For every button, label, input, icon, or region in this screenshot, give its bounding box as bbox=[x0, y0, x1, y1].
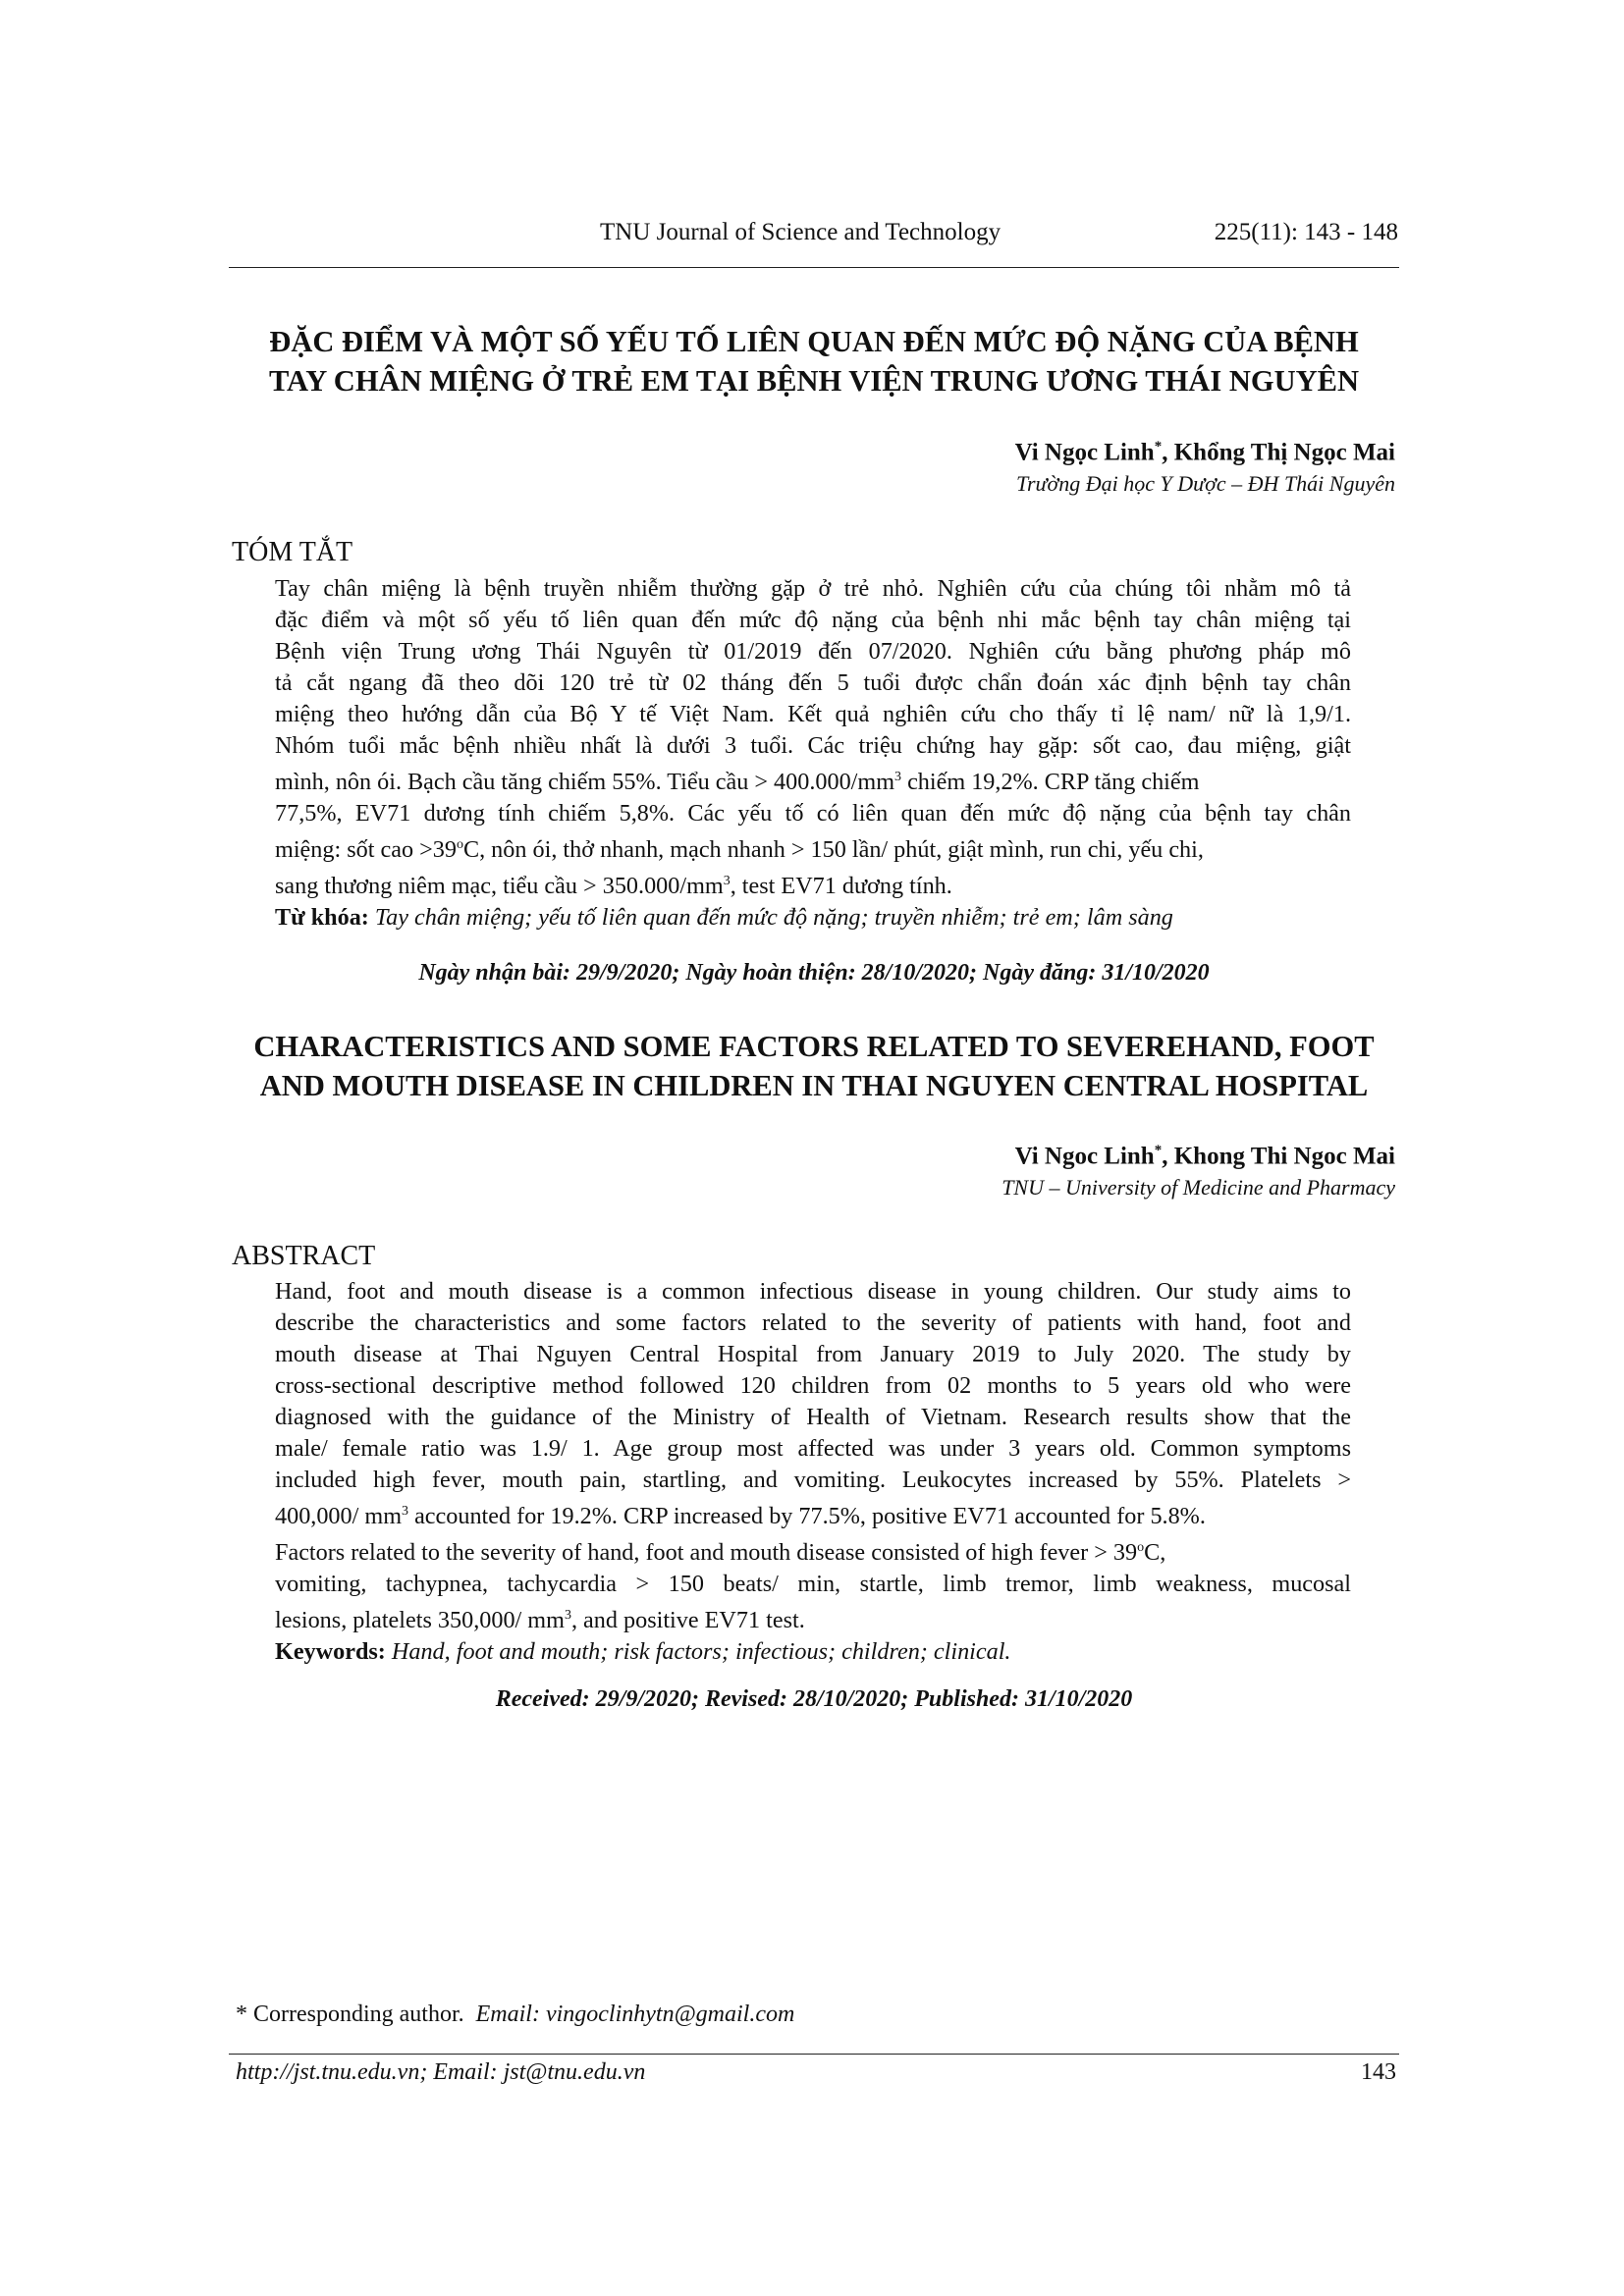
english-abstract bbox=[275, 1276, 1351, 1668]
en-line-9-part-a: Factors related to the severity of hand, foot and mouth disease consisted of high fever > 39 bbox=[275, 1539, 1138, 1567]
vn-abstract-line-9 bbox=[275, 829, 1351, 866]
vn-keywords-text: Tay chân miệng; yếu tố liên quan đến mức độ nặng; truyền nhiễm; trẻ em; lâm sàng bbox=[368, 904, 1173, 932]
vn-line-9-part-a: miệng: sốt cao >39 bbox=[275, 836, 457, 864]
vn-abstract-line-10 bbox=[275, 866, 1351, 902]
vn-line-10-part-b: , test EV71 dương tính. bbox=[730, 873, 952, 900]
en-author-2: , Khong Thi Ngoc Mai bbox=[1162, 1143, 1395, 1170]
english-abstract-heading: ABSTRACT bbox=[232, 1241, 376, 1271]
en-line-11-part-a: lesions, platelets 350,000/ mm bbox=[275, 1607, 565, 1634]
author-2: , Khổng Thị Ngọc Mai bbox=[1162, 439, 1395, 466]
english-authors bbox=[1015, 1143, 1395, 1170]
vn-abstract-line-6: Nhóm tuổi mắc bệnh nhiều nhất là dưới 3 tuổi. Các triệu chứng hay gặp: sốt cao, đau miệng, giật bbox=[275, 732, 1351, 759]
footer-rule bbox=[229, 2054, 1399, 2055]
en-line-8-part-a: 400,000/ mm bbox=[275, 1503, 403, 1530]
en-abstract-line-1: Hand, foot and mouth disease is a common infectious disease in young children. Our study aims to bbox=[275, 1278, 1351, 1305]
vietnamese-title-line-1: ĐẶC ĐIỂM VÀ MỘT SỐ YẾU TỐ LIÊN QUAN ĐẾN MỨC ĐỘ NẶNG CỦA BỆNH bbox=[269, 325, 1359, 358]
page-number: 143 bbox=[1361, 2059, 1396, 2085]
header-rule bbox=[229, 267, 1399, 268]
journal-name: TNU Journal of Science and Technology bbox=[600, 219, 1001, 245]
vn-line-9-superscript: o bbox=[456, 837, 463, 853]
en-keywords bbox=[275, 1636, 1351, 1668]
vn-line-7-part-b: chiếm 19,2%. CRP tăng chiếm bbox=[901, 769, 1200, 796]
en-keywords-label: Keywords: bbox=[275, 1638, 386, 1666]
footer-links: http://jst.tnu.edu.vn; Email: jst@tnu.edu.vn bbox=[236, 2059, 646, 2085]
vn-abstract-line-5: miệng theo hướng dẫn của Bộ Y tế Việt Nam. Kết quả nghiên cứu cho thấy tỉ lệ nam/ nữ là 1,9/1. bbox=[275, 701, 1351, 727]
vn-keywords-label: Từ khóa: bbox=[275, 904, 369, 932]
vn-line-7-superscript: 3 bbox=[894, 770, 902, 784]
vn-line-10-superscript: 3 bbox=[723, 874, 731, 889]
english-affiliation: TNU – University of Medicine and Pharmacy bbox=[1001, 1175, 1395, 1200]
en-abstract-line-7: included high fever, mouth pain, startling, and vomiting. Leukocytes increased by 55%. Platelets > bbox=[275, 1467, 1351, 1493]
en-line-8-part-b: accounted for 19.2%. CRP increased by 77.5%, positive EV71 accounted for 5.8%. bbox=[408, 1503, 1206, 1530]
en-abstract-line-5: diagnosed with the guidance of the Ministry of Health of Vietnam. Research results show that the bbox=[275, 1404, 1351, 1430]
en-corresponding-mark: * bbox=[1154, 1143, 1163, 1158]
vn-abstract-line-4: tả cắt ngang đã theo dõi 120 trẻ từ 02 tháng đến 5 tuổi được chẩn đoán xác định bệnh tay chân bbox=[275, 669, 1351, 696]
footnote-email: Email: vingoclinhytn@gmail.com bbox=[475, 2002, 795, 2027]
english-title bbox=[229, 1027, 1399, 1105]
vietnamese-affiliation: Trường Đại học Y Dược – ĐH Thái Nguyên bbox=[1015, 471, 1395, 496]
en-abstract-line-4: cross-sectional descriptive method followed 120 children from 02 months to 5 years old who were bbox=[275, 1372, 1351, 1399]
en-abstract-line-6: male/ female ratio was 1.9/ 1. Age group most affected was under 3 years old. Common symptoms bbox=[275, 1435, 1351, 1462]
vn-abstract-line-8: 77,5%, EV71 dương tính chiếm 5,8%. Các yếu tố có liên quan đến mức độ nặng của bệnh tay chân bbox=[275, 800, 1351, 828]
en-keywords-text: Hand, foot and mouth; risk factors; infectious; children; clinical. bbox=[385, 1638, 1011, 1666]
vn-abstract-line-7 bbox=[275, 762, 1351, 798]
en-abstract-line-3: mouth disease at Thai Nguyen Central Hospital from January 2019 to July 2020. The study by bbox=[275, 1341, 1351, 1367]
en-line-9-part-b: C, bbox=[1144, 1539, 1166, 1567]
author-1: Vi Ngọc Linh bbox=[1014, 439, 1155, 466]
issue-pages: 225(11): 143 - 148 bbox=[1214, 219, 1398, 245]
en-abstract-line-10: vomiting, tachypnea, tachycardia > 150 beats/ min, startle, limb tremor, limb weakness, mucosal bbox=[275, 1571, 1351, 1598]
english-title-line-1: CHARACTERISTICS AND SOME FACTORS RELATED TO SEVEREHAND, FOOT bbox=[253, 1030, 1375, 1063]
vn-line-9-part-b: C, nôn ói, thở nhanh, mạch nhanh > 150 lần/ phút, giật mình, run chi, yếu chi, bbox=[462, 836, 1204, 864]
vietnamese-abstract-heading: TÓM TẮT bbox=[232, 537, 353, 567]
vn-line-7-part-a: mình, nôn ói. Bạch cầu tăng chiếm 55%. Tiểu cầu > 400.000/mm bbox=[275, 769, 895, 796]
vietnamese-authors bbox=[1015, 439, 1395, 466]
english-dates: Received: 29/9/2020; Revised: 28/10/2020; Published: 31/10/2020 bbox=[495, 1686, 1133, 1712]
en-line-9-superscript: o bbox=[1137, 1540, 1145, 1556]
vn-keywords bbox=[275, 902, 1351, 934]
english-title-line-2: AND MOUTH DISEASE IN CHILDREN IN THAI NGUYEN CENTRAL HOSPITAL bbox=[259, 1069, 1369, 1102]
vn-abstract-line-1: Tay chân miệng là bệnh truyền nhiễm thường gặp ở trẻ nhỏ. Nghiên cứu của chúng tôi nhằm mô tả bbox=[275, 575, 1351, 602]
vietnamese-title-line-2: TAY CHÂN MIỆNG Ở TRẺ EM TẠI BỆNH VIỆN TRUNG ƯƠNG THÁI NGUYÊN bbox=[268, 364, 1360, 398]
vietnamese-title bbox=[229, 322, 1399, 400]
vietnamese-abstract bbox=[275, 573, 1351, 934]
en-abstract-line-2: describe the characteristics and some factors related to the severity of patients with hand, foot and bbox=[275, 1309, 1351, 1336]
corresponding-footnote bbox=[236, 2002, 794, 2028]
en-line-8-superscript: 3 bbox=[402, 1504, 409, 1519]
en-line-11-superscript: 3 bbox=[564, 1608, 571, 1624]
vietnamese-dates: Ngày nhận bài: 29/9/2020; Ngày hoàn thiện: 28/10/2020; Ngày đăng: 31/10/2020 bbox=[418, 960, 1210, 986]
en-author-1: Vi Ngoc Linh bbox=[1014, 1143, 1155, 1170]
en-line-11-part-b: , and positive EV71 test. bbox=[570, 1607, 805, 1634]
en-abstract-line-11 bbox=[275, 1600, 1351, 1636]
corresponding-mark: * bbox=[1154, 439, 1163, 454]
footnote-label: * Corresponding author. bbox=[236, 2002, 464, 2027]
vn-abstract-line-3: Bệnh viện Trung ương Thái Nguyên từ 01/2019 đến 07/2020. Nghiên cứu bằng phương pháp mô bbox=[275, 638, 1351, 665]
vn-abstract-line-2: đặc điểm và một số yếu tố liên quan đến mức độ nặng của bệnh nhi mắc bệnh tay chân miệng tại bbox=[275, 607, 1351, 633]
vn-line-10-part-a: sang thương niêm mạc, tiểu cầu > 350.000/mm bbox=[275, 873, 724, 900]
en-abstract-line-8 bbox=[275, 1496, 1351, 1532]
en-abstract-line-9 bbox=[275, 1532, 1351, 1569]
